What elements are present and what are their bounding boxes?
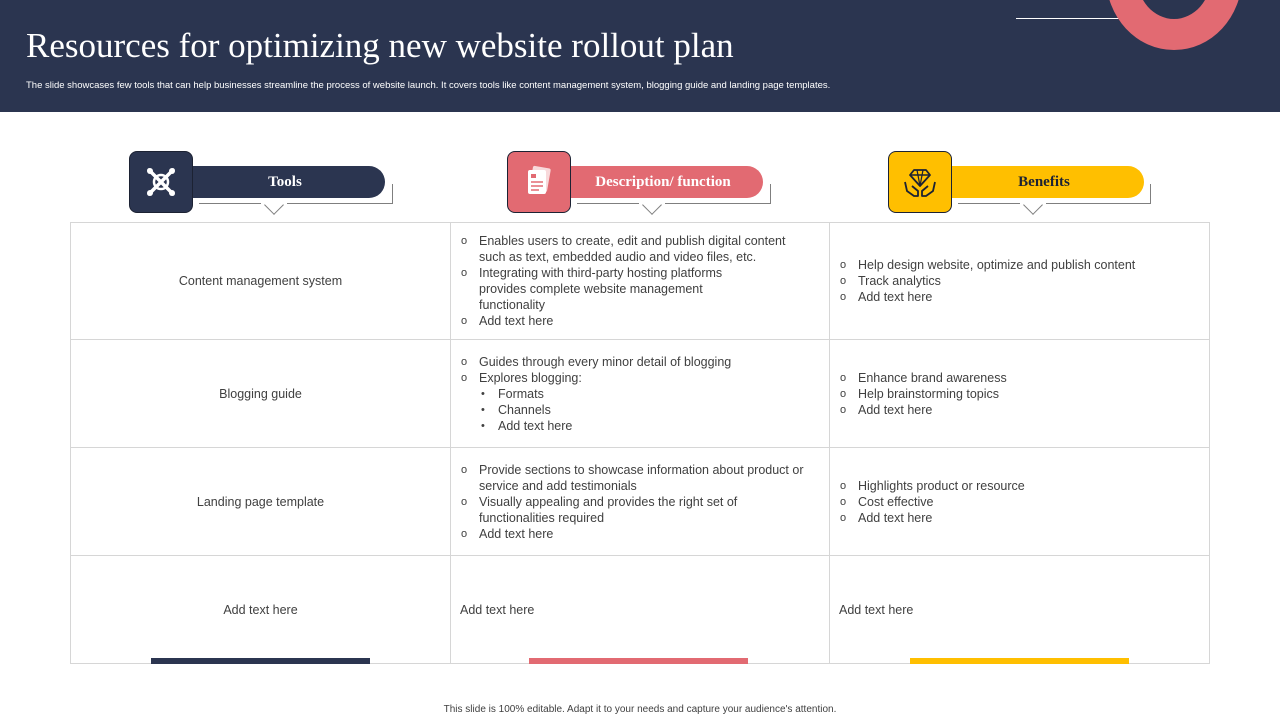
description-accent-bar bbox=[529, 658, 748, 664]
description-cell bbox=[451, 223, 830, 339]
column-label-description: Description/ function bbox=[563, 166, 763, 198]
list-item: o Cost effective bbox=[839, 494, 1025, 510]
diamond-hands-icon bbox=[888, 151, 952, 213]
list-item: o Integrating with third-party hosting platforms provides complete website management functionality bbox=[460, 265, 810, 313]
title-banner bbox=[0, 0, 1280, 112]
table-row bbox=[71, 448, 1209, 556]
benefits-cell: Add text here bbox=[839, 603, 914, 617]
sub-list-item: • Channels bbox=[479, 402, 731, 418]
list-item: o Track analytics bbox=[839, 273, 1135, 289]
tool-name-cell: Blogging guide bbox=[71, 340, 451, 447]
tool-name-cell: Content management system bbox=[71, 223, 451, 339]
sub-list-item: • Add text here bbox=[479, 418, 731, 434]
table-row bbox=[71, 223, 1209, 340]
benefits-accent-bar bbox=[910, 658, 1129, 664]
list-item: o Help brainstorming topics bbox=[839, 386, 1007, 402]
list-item: o Enables users to create, edit and publish digital content such as text, embedded audio and video files, etc. bbox=[460, 233, 810, 265]
resources-table bbox=[70, 222, 1210, 664]
column-label-tools: Tools bbox=[185, 166, 385, 198]
page-subtitle: The slide showcases few tools that can help businesses streamline the process of website launch. It covers tools like content management system, blogging guide and landing page templates. bbox=[26, 80, 831, 91]
column-header-benefits bbox=[888, 151, 1158, 215]
table-row bbox=[71, 556, 1209, 664]
list-item: o Highlights product or resource bbox=[839, 478, 1025, 494]
tool-name-cell: Add text here bbox=[71, 556, 451, 664]
list-item: o Add text here bbox=[460, 313, 810, 329]
benefits-cell bbox=[830, 340, 1209, 447]
tools-accent-bar bbox=[151, 658, 370, 664]
table-row bbox=[71, 340, 1209, 448]
list-item: o Visually appealing and provides the right set of functionalities required bbox=[460, 494, 810, 526]
benefits-cell bbox=[830, 448, 1209, 555]
tool-name-cell: Landing page template bbox=[71, 448, 451, 555]
column-header-description bbox=[507, 151, 777, 215]
sub-list-item: • Formats bbox=[479, 386, 731, 402]
benefits-cell bbox=[830, 223, 1209, 339]
description-cell bbox=[451, 448, 830, 555]
tools-cross-icon bbox=[129, 151, 193, 213]
list-item: o Provide sections to showcase information about product or service and add testimonials bbox=[460, 462, 810, 494]
list-item: o Add text here bbox=[460, 526, 810, 542]
column-header-tools bbox=[129, 151, 399, 215]
list-item: o Guides through every minor detail of blogging bbox=[460, 354, 731, 370]
list-item: o Add text here bbox=[839, 402, 1007, 418]
page-title: Resources for optimizing new website rollout plan bbox=[26, 26, 734, 65]
footer-note: This slide is 100% editable. Adapt it to your needs and capture your audience's attention. bbox=[443, 704, 837, 715]
list-item: o Enhance brand awareness bbox=[839, 370, 1007, 386]
documents-icon bbox=[507, 151, 571, 213]
description-cell: Add text here bbox=[451, 556, 830, 664]
list-item-text: Explores blogging: bbox=[479, 370, 582, 385]
list-item: o Add text here bbox=[839, 289, 1135, 305]
list-item: o Help design website, optimize and publish content bbox=[839, 257, 1135, 273]
column-label-benefits: Benefits bbox=[944, 166, 1144, 198]
description-cell bbox=[451, 340, 830, 447]
list-item: o Add text here bbox=[839, 510, 1025, 526]
list-item bbox=[460, 370, 731, 434]
decorative-ring bbox=[1106, 0, 1242, 50]
